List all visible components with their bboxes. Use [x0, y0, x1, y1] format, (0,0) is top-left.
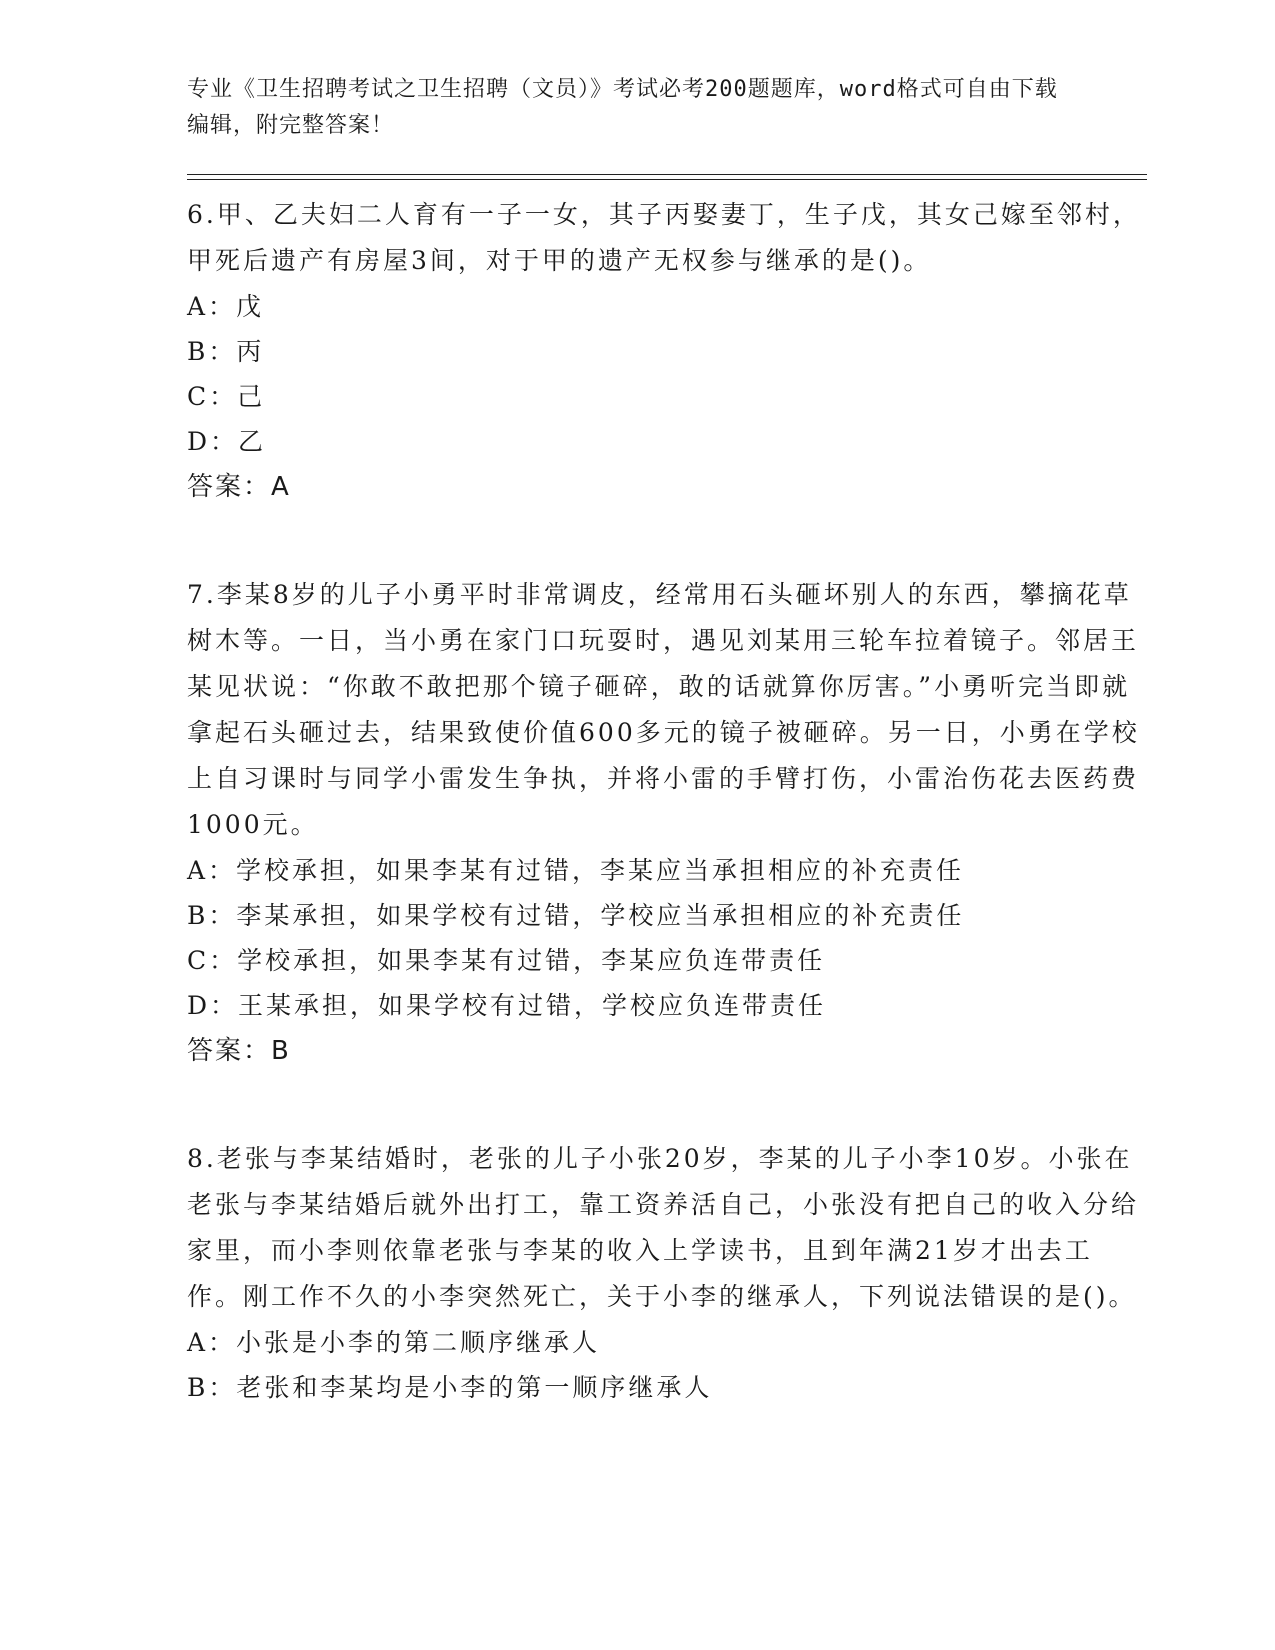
option-c: C：己: [187, 382, 266, 411]
document-header: 专业《卫生招聘考试之卫生招聘（文员）》考试必考200题题库，word格式可自由下载编辑，附完整答案！: [187, 77, 1058, 138]
question-6: [187, 192, 1147, 510]
option-c: C：学校承担，如果李某有过错，李某应负连带责任: [187, 946, 826, 975]
option-a: A：学校承担，如果李某有过错，李某应当承担相应的补充责任: [187, 856, 965, 885]
header-divider: [187, 174, 1147, 180]
option-a: A：小张是小李的第二顺序继承人: [187, 1328, 601, 1357]
answer: 答案：A: [187, 472, 291, 502]
question-stem: 7.李某8岁的儿子小勇平时非常调皮，经常用石头砸坏别人的东西，攀摘花草树木等。一日，当小勇在家门口玩耍时，遇见刘某用三轮车拉着镜子。邻居王某见状说：“你敢不敢把那个镜子砸碎，敢的话就算你厉害。”小勇听完当即就拿起石头砸过去，结果致使价值600多元的镜子被砸碎。另一日，小勇在学校上自习课时与同学小雷发生争执，并将小雷的手臂打伤，小雷治伤花去医药费1000元。: [187, 580, 1140, 839]
question-stem: 6.甲、乙夫妇二人育有一子一女，其子丙娶妻丁，生子戊，其女己嫁至邻村，甲死后遗产有房屋3间，对于甲的遗产无权参与继承的是()。: [187, 200, 1141, 275]
option-d: D：乙: [187, 427, 267, 456]
option-b: B：老张和李某均是小李的第一顺序继承人: [187, 1373, 713, 1402]
answer: 答案：B: [187, 1036, 291, 1066]
option-b: B：李某承担，如果学校有过错，学校应当承担相应的补充责任: [187, 901, 965, 930]
question-8: [187, 1136, 1147, 1410]
option-b: B：丙: [187, 337, 265, 366]
option-d: D：王某承担，如果学校有过错，学校应负连带责任: [187, 991, 827, 1020]
question-stem: 8.老张与李某结婚时，老张的儿子小张20岁，李某的儿子小李10岁。小张在老张与李某结婚后就外出打工，靠工资养活自己，小张没有把自己的收入分给家里，而小李则依靠老张与李某的收入上学读书，且到年满21岁才出去工作。刚工作不久的小李突然死亡，关于小李的继承人，下列说法错误的是()。: [187, 1144, 1140, 1311]
option-a: A：戊: [187, 292, 265, 321]
question-7: [187, 572, 1147, 1074]
document-page: [187, 72, 1147, 1410]
